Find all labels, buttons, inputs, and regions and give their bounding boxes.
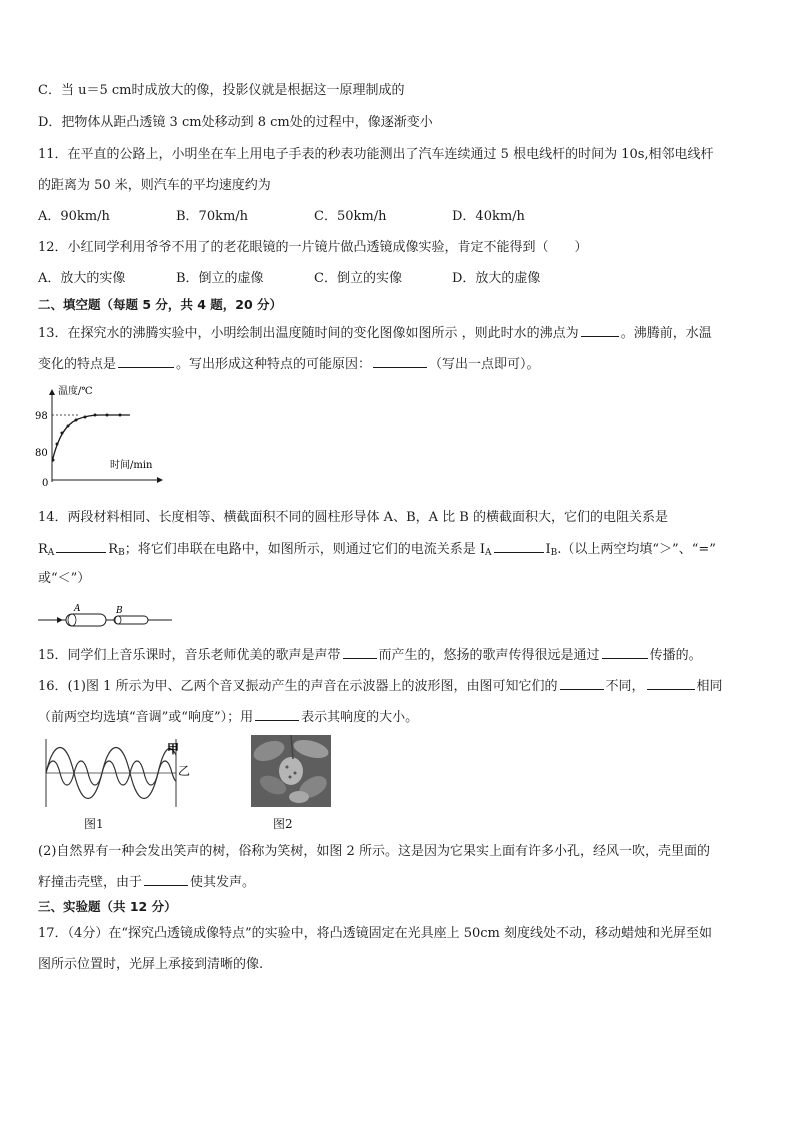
graph-temperature-curve [52,415,130,462]
q15-text-c: 传播的。 [649,648,702,663]
q10-option-c: C．当 u＝5 cm时成放大的像，投影仪就是根据这一原理制成的 [38,83,405,98]
q11-stem-line2: 的距离为 50 米，则汽车的平均速度约为 [38,178,271,193]
photo-fruit-hole [294,772,297,775]
q12-stem: 12．小红同学利用爷爷不用了的老花眼镜的一片镜片做凸透镜成像实验，肯定不能得到（ ） [38,240,588,255]
q13-text-2b: 。写出形成这种特点的可能原因： [176,357,372,372]
q12-option-a: A．放大的实像 [38,271,126,286]
photo-fruit [279,757,303,785]
q14-blank-1 [56,540,106,553]
oscilloscope-waveform-figure [40,735,190,813]
q15-text-b: 而产生的，悠扬的歌声传得很远是通过 [378,648,600,663]
q14-stem-line1: 14．两段材料相同、长度相等、横截面积不同的圆柱形导体 A、B，A 比 B 的横截面积大，它们的电阻关系是 [38,510,668,525]
q16-text-1c: 相同 [696,679,723,694]
graph-x-label: 时间/min [110,460,153,471]
q12-option-c: C．倒立的实像 [314,271,402,286]
q14-ib-sub: B [550,548,558,558]
q14-ib: I [545,542,551,557]
q13-blank-1 [581,324,619,337]
q13-blank-3 [373,355,427,368]
q14-blank-2 [494,540,544,553]
q11-option-b: B．70km/h [176,209,249,224]
section-2-heading: 二、填空题（每题 5 分，共 4 题，20 分） [38,297,283,312]
section-3-heading: 三、实验题（共 12 分） [38,899,177,914]
q16-text-2b: 表示其响度的大小。 [301,710,419,725]
q15-text-a: 15．同学们上音乐课时，音乐老师优美的歌声是声带 [38,648,341,663]
q13-text-1b: 。沸腾前，水温 [620,326,712,341]
q13-text-2c: （写出一点即可）。 [429,357,540,372]
q16-part2-text-b: 使其发声。 [190,875,256,890]
q16-stem-line2 [38,708,418,727]
q16-part2-line2 [38,873,255,892]
graph-tick-80: 80 [35,448,48,459]
graph-point [94,414,97,417]
q16-text-1a: 16．(1)图 1 所示为甲、乙两个音叉振动产生的声音在示波器上的波形图，由图可知它们的 [38,679,558,694]
q10-option-d: D．把物体从距凸透镜 3 cm处移动到 8 cm处的过程中，像逐渐变小 [38,115,433,130]
photo-fruit-hole [289,776,292,779]
q14-ia-sub: A [485,548,492,558]
q16-part2-line1: (2)自然界有一种会发出笑声的树，俗称为笑树，如图 2 所示。这是因为它果实上面有许多小孔，经风一吹，壳里面的 [38,844,710,859]
q11-option-a: A．90km/h [38,209,110,224]
graph-point [84,416,87,419]
q16-text-1b: 不同， [605,679,645,694]
label-yi: 乙 [178,764,190,778]
q14-rb-sub: B [118,548,125,558]
graph-point [52,459,55,462]
q16-blank-2 [647,677,695,690]
boiling-temperature-graph [30,382,170,492]
q15-stem [38,646,702,665]
graph-y-label: 温度/℃ [58,386,93,397]
graph-tick-98: 98 [35,411,48,422]
q16-part2-text-a: 籽撞击壳壁，由于 [38,875,143,890]
q16-blank-1 [560,677,604,690]
q12-option-b: B．倒立的虚像 [176,271,264,286]
conductor-b-end [115,616,121,624]
graph-point [67,425,70,428]
conductor-b [114,616,148,624]
q16-blank-4 [144,873,188,886]
photo-leaf [289,791,309,803]
q16-blank-3 [255,708,299,721]
graph-point [56,443,59,446]
graph-tick-0: 0 [42,478,49,489]
q11-option-d: D．40km/h [452,209,525,224]
photo-fruit-hole [286,766,289,769]
graph-point [106,414,109,417]
q13-stem-line2 [38,355,540,374]
conductor-a-label: A [74,604,81,614]
q16-stem-line1 [38,677,723,696]
q11-stem-line1: 11．在平直的公路上，小明坐在车上用电子手表的秒表功能测出了汽车连续通过 5 根电线杆的时间为 10s,相邻电线杆 [38,147,714,162]
q13-text-1a: 13．在探究水的沸腾实验中，小明绘制出温度随时间的变化图像如图所示 ，则此时水的沸点为 [38,326,579,341]
q13-blank-2 [118,355,174,368]
graph-point [75,419,78,422]
q15-blank-2 [602,646,648,659]
conductor-a [66,614,106,626]
q14-text-mid: ；将它们串联在电路中，如图所示，则通过它们的电流关系是 I [124,542,485,557]
q12-option-d: D．放大的虚像 [452,271,541,286]
q16-text-2a: （前两空均选填“音调”或“响度”）；用 [38,710,254,725]
graph-point [119,414,122,417]
label-jia: 甲 [167,742,180,756]
q14-text-end: .（以上两空均填“＞”、“=” [557,542,716,557]
q17-stem-line1: 17．（4分）在“探究凸透镜成像特点”的实验中，将凸透镜固定在光具座上 50cm 刻度线处不动，移动蜡烛和光屏至如 [38,926,713,941]
fig2-caption: 图2 [273,817,293,831]
q14-rb: R [108,542,119,557]
q17-stem-line2: 图所示位置时，光屏上承接到清晰的像. [38,957,264,972]
conductor-a-end [68,614,76,626]
q13-stem-line1 [38,324,712,343]
q13-text-2a: 变化的特点是 [38,357,117,372]
fig1-caption: 图1 [84,817,104,831]
graph-point [61,432,64,435]
q14-stem-line2 [38,540,716,562]
q11-option-c: C．50km/h [314,209,387,224]
q14-ra-sub: A [47,548,55,558]
laughing-tree-photo [251,735,331,807]
series-conductors-diagram [36,602,176,634]
conductor-b-label: B [116,606,123,616]
q15-blank-1 [343,646,377,659]
q14-ra: R [38,542,48,557]
q14-stem-line3: 或“＜”） [38,571,91,586]
